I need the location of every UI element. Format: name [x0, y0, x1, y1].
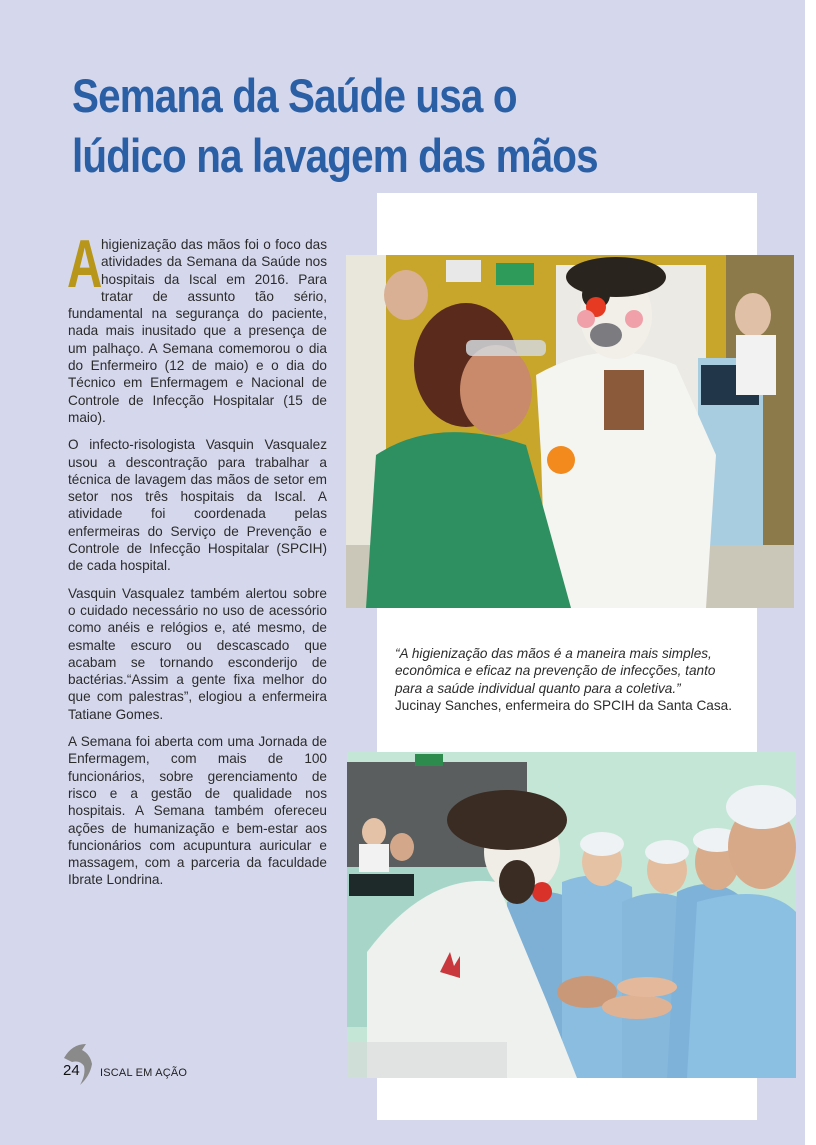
publication-name: ISCAL EM AÇÃO — [100, 1067, 188, 1079]
drop-cap: A — [67, 226, 103, 302]
pull-quote — [395, 645, 745, 714]
paragraph-2: O infecto-risologista Vasquin Vasqualez usou a descontração para trabalhar a técnica de lavagem das mãos de setor em setor nos três hospitais da Iscal. A atividade foi coordenada pelas enfermeiras do Serviço de Prevenção e Controle de Infecção Hospitalar (SPCIH) de cada hospital. — [68, 437, 327, 574]
paragraph-1: A higienização das mãos foi o foco das atividades da Semana da Saúde nos hospitais da Iscal em 2016. Para tratar de assunto tão sério, fundamental na segurança do paciente, nada mais inusitado que a presença de um palhaço. A Semana comemorou o dia do Enfermeiro (12 de maio) e o dia do Técnico em Enfermagem e Nacional de Controle de Infecção Hospitalar (15 de maio). — [67, 226, 327, 425]
article-body — [67, 226, 327, 899]
title-line-1: Semana da Saúde usa o — [72, 69, 517, 122]
photo-2-illustration — [347, 752, 796, 1078]
quote-author: Jucinay Sanches, enfermeira do SPCIH da Santa Casa. — [395, 697, 733, 713]
photo-clown-with-nurses — [347, 752, 796, 1078]
title-line-2: lúdico na lavagem das mãos — [72, 129, 598, 182]
paragraph-3: Vasquin Vasqualez também alertou sobre o cuidado necessário no uso de acessório como anéis e relógios e, até mesmo, de esmalte escuro ou descascado que acabam se tornando esconderijo de bactérias.“Assim a gente fixa melhor do que com palestras”, elogiou a enfermeira Tatiane Gomes. — [68, 585, 327, 722]
photo-clown-with-nurse — [346, 255, 794, 608]
page-footer — [58, 1040, 258, 1085]
photo-1-illustration — [346, 255, 794, 608]
page-number: 24 — [63, 1062, 80, 1079]
paragraph-4: A Semana foi aberta com uma Jornada de Enfermagem, com mais de 100 funcionários, sobre gerenciamento de risco e a gestão de qualidade nos hospitais. A Semana também ofereceu ações de humanização e bem-estar aos funcionários com acupuntura auricular e massagem, com a parceria da faculdade Ibrate Londrina. — [68, 734, 327, 888]
quote-text: “A higienização das mãos é a maneira mais simples, econômica e eficaz na prevenção de infecções, tanto para a saúde individual quanto para a coletiva.” — [395, 646, 716, 696]
article-title — [72, 66, 622, 186]
